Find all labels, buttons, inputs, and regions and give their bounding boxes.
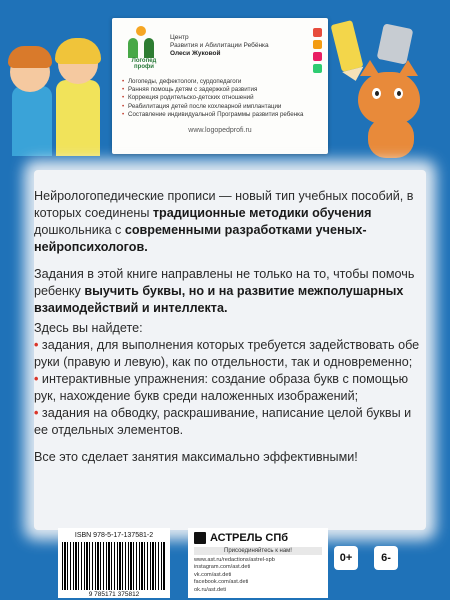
center-line-2: Развития и Абилитации Ребёнка	[170, 42, 269, 49]
publisher-logo-icon	[194, 532, 206, 544]
intro-bold-d: современными разработками ученых-нейропсихологов.	[34, 223, 367, 254]
publisher-link[interactable]: www.ast.ru/redactions/astrel-spb	[194, 557, 275, 563]
intro-paragraph	[34, 188, 424, 256]
contents-item-text: задания на обводку, раскрашивание, написание целой буквы и ее отдельных элементов.	[34, 406, 412, 437]
join-us-label: Присоединяйтесь к нам!	[194, 547, 322, 555]
center-line-1: Центр	[170, 34, 189, 41]
service-item: • Логопеды, дефектологи, сурдопедагоги	[122, 78, 318, 86]
isbn-block	[58, 528, 170, 598]
contents-item-3	[34, 405, 424, 439]
logoped-profi-logo	[122, 26, 162, 70]
intro-bold-b: традиционные методики обучения	[152, 206, 372, 220]
intro-text-a: Нейрологопедические прописи — новый тип учебных пособий, в которых соединены	[34, 189, 414, 220]
intro-text-c: дошкольника с	[34, 223, 125, 237]
bullet-icon: •	[34, 372, 39, 386]
center-line-3: Олеси Жуковой	[170, 50, 221, 57]
description-panel	[34, 170, 426, 530]
service-item: • Реабилитация детей после кохлеарной имплантации	[122, 103, 318, 111]
contents-heading: Здесь вы найдете:	[34, 321, 143, 335]
social-icon-1	[313, 28, 322, 37]
contents-item-1	[34, 337, 424, 371]
contents-list	[34, 320, 424, 466]
publisher-name	[194, 532, 322, 544]
service-item: • Ранняя помощь детям с задержкой развития	[122, 86, 318, 94]
goals-paragraph	[34, 266, 424, 317]
social-icons	[313, 28, 322, 73]
goals-text-a: Задания в этой книге направлены не только на то, чтобы помочь ребенку	[34, 267, 415, 298]
isbn-number: ISBN 978-5-17-137581-2	[74, 532, 154, 539]
bullet-icon: •	[34, 338, 39, 352]
age-range-badge: 6-	[374, 546, 398, 570]
publisher-links	[194, 557, 322, 594]
publisher-link[interactable]: instagram.com/ast.deti	[194, 564, 251, 571]
age-rating-badge: 0+	[334, 546, 358, 570]
goals-bold-b: выучить буквы, но и на развитие межполушарных взаимодействий и интеллекта.	[34, 284, 404, 315]
sharpener-character	[377, 23, 414, 64]
website-url[interactable]: www.logopedprofi.ru	[188, 127, 252, 135]
center-advert-card	[112, 18, 328, 154]
contents-item-text: интерактивные упражнения: создание образа букв с помощью рук, нахождение букв среди наложенных изображений;	[34, 372, 409, 403]
contents-item-2	[34, 371, 424, 405]
service-item: • Составление индивидуальной Программы развития ребенка	[122, 111, 318, 119]
center-name	[170, 26, 269, 58]
pencil-character	[331, 20, 364, 72]
services-list	[122, 78, 318, 119]
publisher-link[interactable]: vk.com/ast.deti	[194, 571, 232, 578]
barcode	[62, 542, 166, 590]
social-icon-2	[313, 40, 322, 49]
social-icon-3	[313, 52, 322, 61]
contents-item-text: задания, для выполнения которых требуется задействовать обе руки (правую и левую), как по отдельности, так и одновременно;	[34, 338, 420, 369]
publisher-block	[188, 528, 328, 598]
bullet-icon: •	[34, 406, 39, 420]
service-item: • Коррекция родительско-детских отношений	[122, 94, 318, 102]
barcode-digits: 9 785171 375812	[88, 591, 140, 598]
publisher-link[interactable]: ok.ru/ast.deti	[194, 586, 227, 593]
logo-text: Логопед профи	[131, 58, 157, 70]
social-icon-4	[313, 64, 322, 73]
publisher-link[interactable]: facebook.com/ast.deti	[194, 579, 249, 586]
closing-sentence: Все это сделает занятия максимально эффективными!	[34, 450, 358, 464]
publisher-label: АСТРЕЛЬ СПб	[210, 532, 289, 544]
